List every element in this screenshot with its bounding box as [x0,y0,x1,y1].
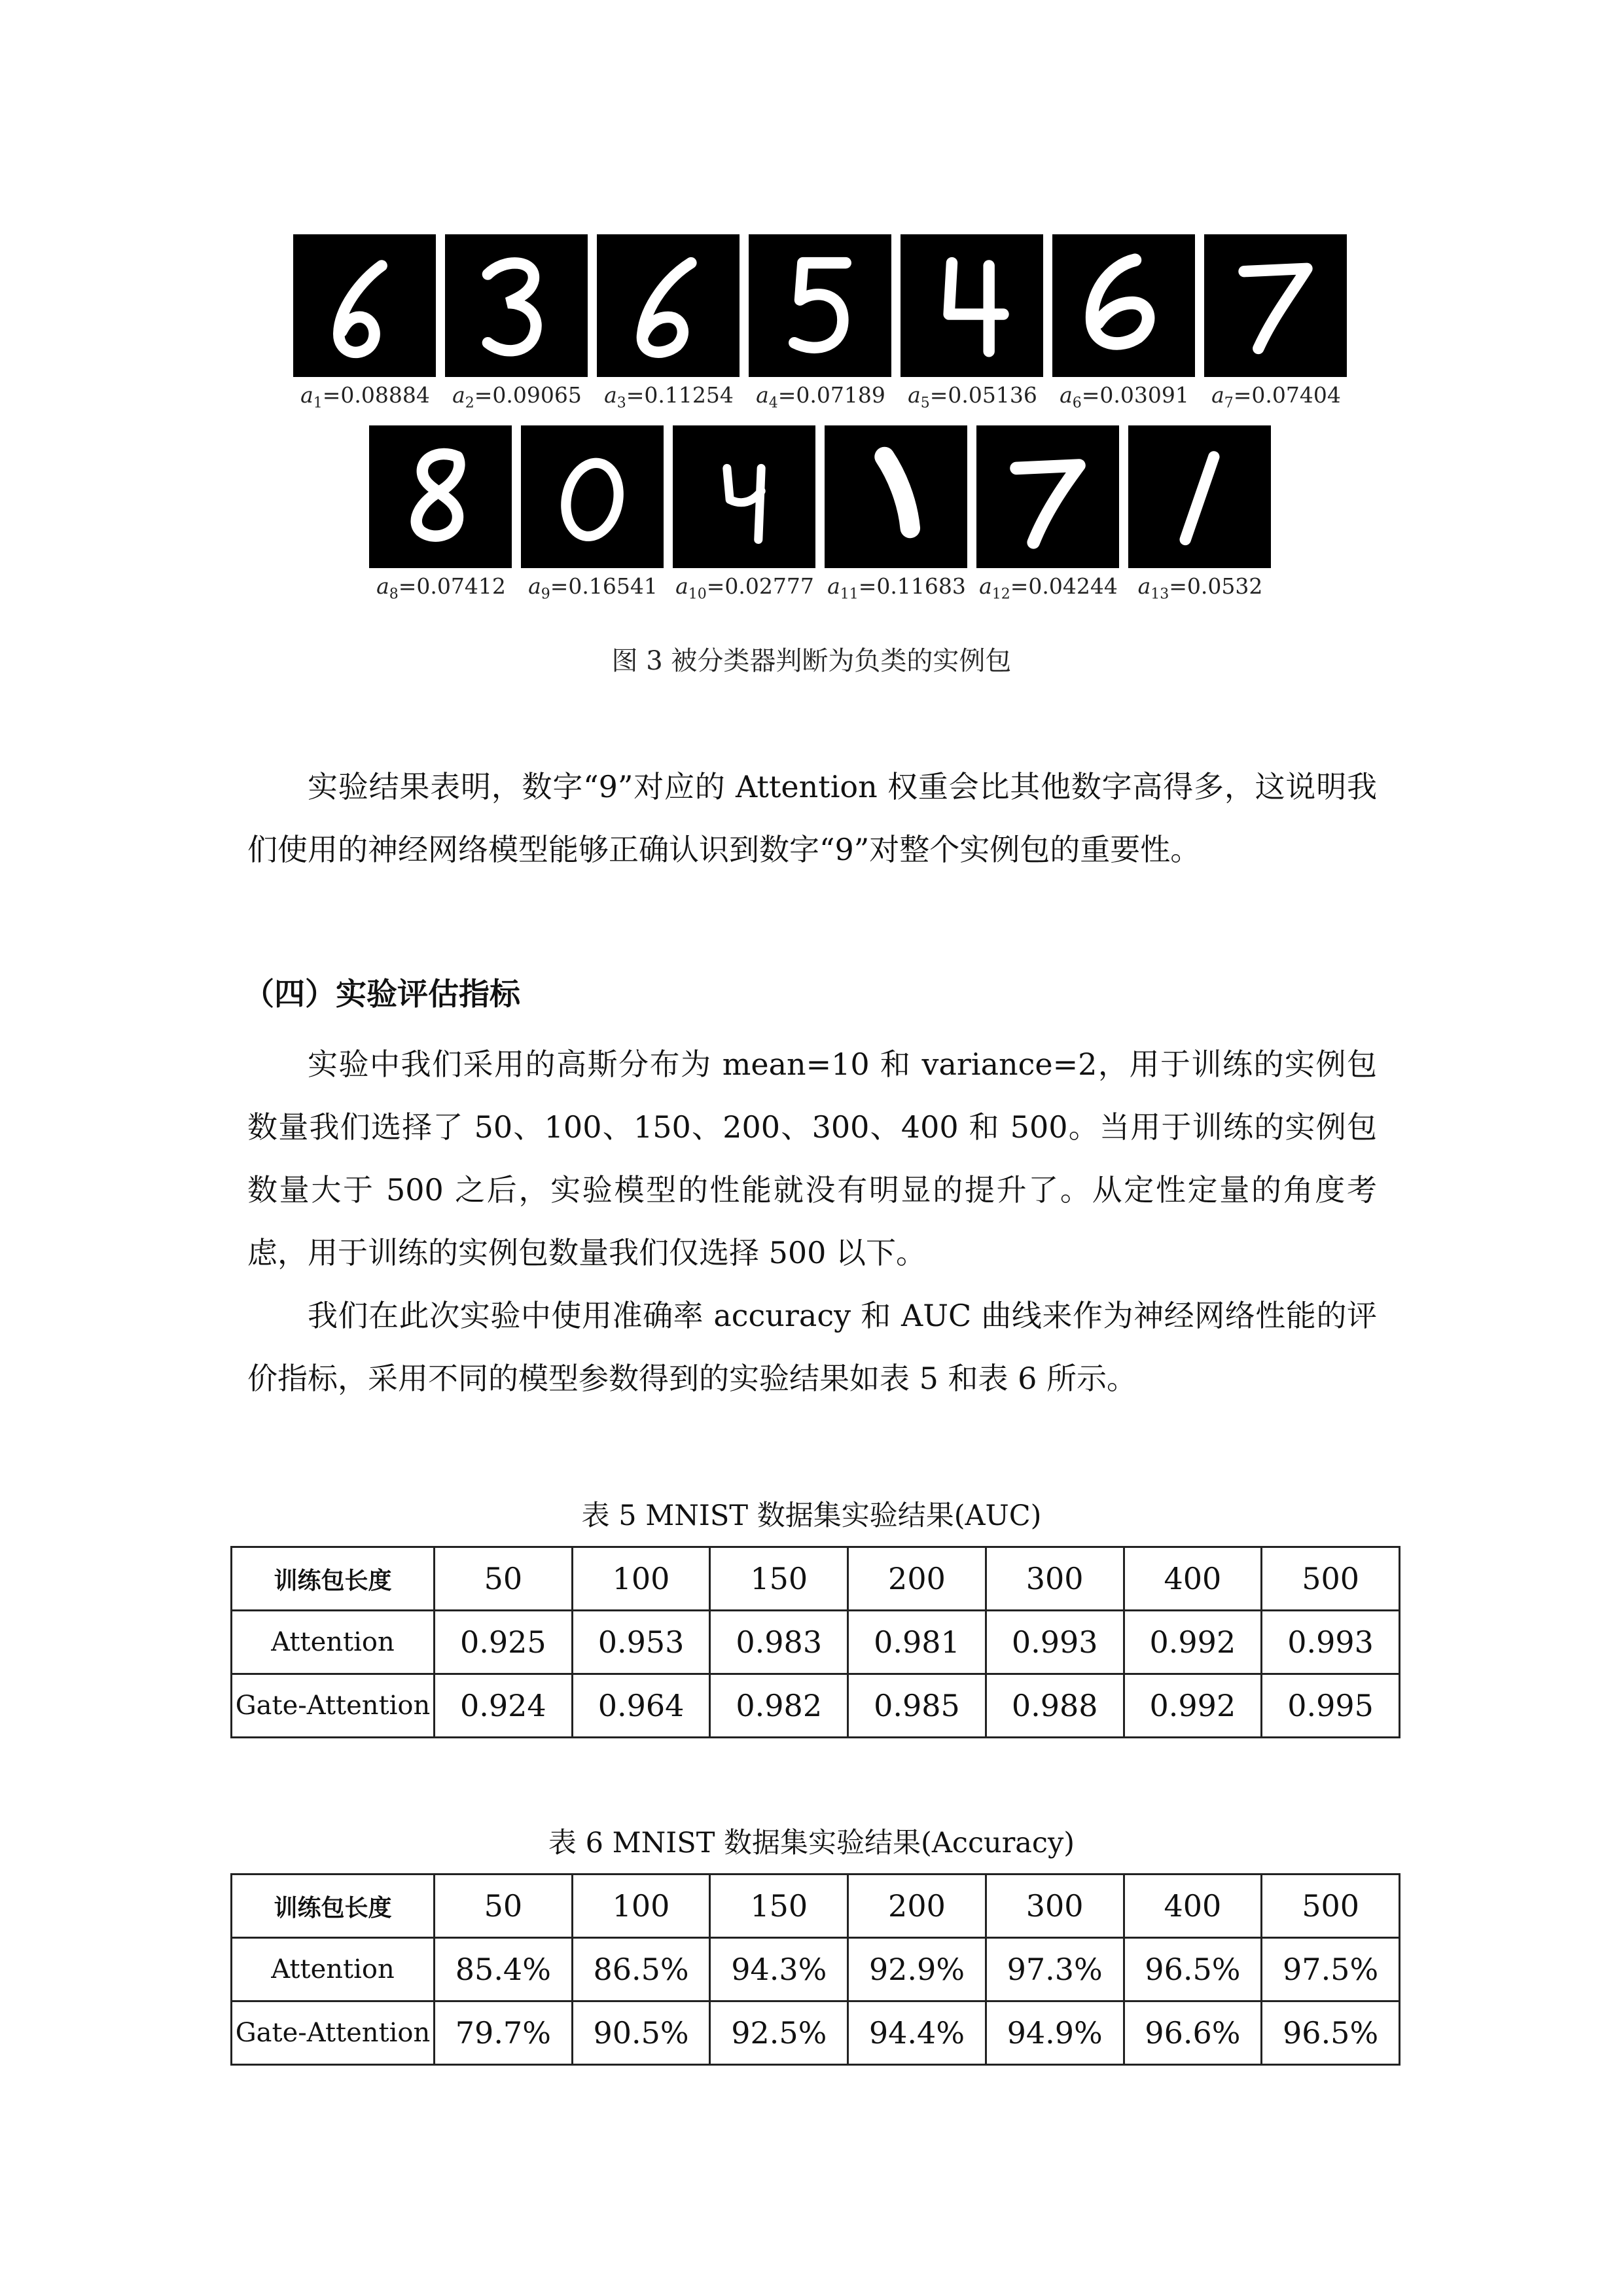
header-cell: 200 [848,1547,986,1611]
attention-weight-label: $a_1=0.08884$ [300,382,430,412]
table-cell: 96.5% [1124,1938,1262,2001]
attention-weight-label: $a_3=0.11254$ [604,382,734,412]
row-label: Attention [232,1938,435,2001]
table-cell: 86.5% [572,1938,710,2001]
table-cell: 0.995 [1262,1674,1400,1738]
mnist-digit-image [673,425,815,568]
mnist-digit-image [749,234,891,377]
mnist-digit-image [901,234,1043,377]
table-cell: 85.4% [435,1938,573,2001]
figure-row-1 [0,234,1623,412]
header-cell: 150 [710,1547,848,1611]
table-cell: 92.5% [710,2001,848,2065]
row-label: Gate-Attention [232,1674,435,1738]
table-cell: 94.3% [710,1938,848,2001]
digit-tile [521,425,664,603]
attention-weight-label: $a_7=0.07404$ [1211,382,1341,412]
table-cell: 0.953 [572,1611,710,1674]
figure-caption: 图 3 被分类器判断为负类的实例包 [611,646,1012,676]
header-cell: 300 [986,1874,1124,1938]
header-cell: 100 [572,1547,710,1611]
digit-tile [1128,425,1271,603]
mnist-digit-image [521,425,664,568]
digit-tile [293,234,436,412]
mnist-digit-image [1204,234,1347,377]
attention-weight-label: $a_{12}=0.04244$ [979,573,1118,603]
table5-auc [230,1546,1400,1738]
table-header-row [232,1547,1400,1611]
header-cell: 100 [572,1874,710,1938]
table-cell: 97.3% [986,1938,1124,2001]
header-cell: 50 [435,1874,573,1938]
header-cell: 500 [1262,1547,1400,1611]
table6-accuracy [230,1873,1400,2066]
mnist-digit-image [597,234,740,377]
header-cell: 200 [848,1874,986,1938]
header-cell: 50 [435,1547,573,1611]
attention-weight-label: $a_5=0.05136$ [908,382,1037,412]
figure-row-2 [0,425,1623,603]
digit-tile [445,234,588,412]
digit-tile [976,425,1119,603]
table-header-row [232,1874,1400,1938]
table-cell: 0.982 [710,1674,848,1738]
table-cell: 96.5% [1262,2001,1400,2065]
mnist-digit-image [293,234,436,377]
header-cell: 150 [710,1874,848,1938]
table-cell: 92.9% [848,1938,986,2001]
attention-weight-label: $a_{13}=0.0532$ [1137,573,1263,603]
table-cell: 0.992 [1124,1674,1262,1738]
row-label: Gate-Attention [232,2001,435,2065]
mnist-digit-image [825,425,967,568]
table-cell: 0.988 [986,1674,1124,1738]
table-cell: 0.993 [1262,1611,1400,1674]
table-cell: 0.993 [986,1611,1124,1674]
table6-caption: 表 6 MNIST 数据集实验结果(Accuracy) [548,1827,1075,1859]
attention-weight-label: $a_4=0.07189$ [756,382,885,412]
mnist-digit-image [976,425,1119,568]
table-cell: 90.5% [572,2001,710,2065]
table-row [232,1938,1400,2001]
paragraph-metrics: 我们在此次实验中使用准确率 accuracy 和 AUC 曲线来作为神经网络性能的评价指标，采用不同的模型参数得到的实验结果如表 5 和表 6 所示。 [247,1298,1377,1396]
digit-tile [597,234,740,412]
mnist-digit-image [1052,234,1195,377]
header-cell: 300 [986,1547,1124,1611]
attention-weight-label: $a_{11}=0.11683$ [827,573,966,603]
digit-tile [825,425,967,603]
digit-tile [749,234,891,412]
row-label: Attention [232,1611,435,1674]
header-cell: 训练包长度 [232,1874,435,1938]
table-cell: 94.4% [848,2001,986,2065]
table-cell: 0.983 [710,1611,848,1674]
digit-tile [1052,234,1195,412]
mnist-digit-image [369,425,512,568]
table-cell: 0.925 [435,1611,573,1674]
section-heading: （四）实验评估指标 [243,977,520,1013]
header-cell: 400 [1124,1874,1262,1938]
digit-tile [901,234,1043,412]
header-cell: 400 [1124,1547,1262,1611]
table5-caption: 表 5 MNIST 数据集实验结果(AUC) [581,1499,1042,1532]
attention-weight-label: $a_9=0.16541$ [528,573,658,603]
table-row [232,1674,1400,1738]
header-cell: 训练包长度 [232,1547,435,1611]
digit-tile [673,425,815,603]
attention-weight-label: $a_8=0.07412$ [376,573,506,603]
table-cell: 79.7% [435,2001,573,2065]
mnist-digit-image [445,234,588,377]
digit-tile [369,425,512,603]
paragraph-results: 实验结果表明，数字“9”对应的 Attention 权重会比其他数字高得多，这说明我们使用的神经网络模型能够正确认识到数字“9”对整个实例包的重要性。 [247,769,1377,867]
attention-weight-label: $a_2=0.09065$ [452,382,582,412]
digit-tile [1204,234,1347,412]
table-cell: 0.981 [848,1611,986,1674]
mnist-digit-image [1128,425,1271,568]
table-cell: 0.964 [572,1674,710,1738]
table-cell: 94.9% [986,2001,1124,2065]
table-cell: 96.6% [1124,2001,1262,2065]
attention-weight-label: $a_6=0.03091$ [1060,382,1189,412]
table-cell: 97.5% [1262,1938,1400,2001]
header-cell: 500 [1262,1874,1400,1938]
table-row [232,2001,1400,2065]
table-cell: 0.924 [435,1674,573,1738]
table-row [232,1611,1400,1674]
table-cell: 0.992 [1124,1611,1262,1674]
attention-weight-label: $a_{10}=0.02777$ [675,573,814,603]
paragraph-setup: 实验中我们采用的高斯分布为 mean=10 和 variance=2，用于训练的实例包数量我们选择了 50、100、150、200、300、400 和 500。当用于训练的实例包数量大于 500 之后，实验模型的性能就没有明显的提升了。从定性定量的角度考虑，用于训练的实例包数量我们仅选择 500 以下。 [247,1047,1377,1270]
table-cell: 0.985 [848,1674,986,1738]
